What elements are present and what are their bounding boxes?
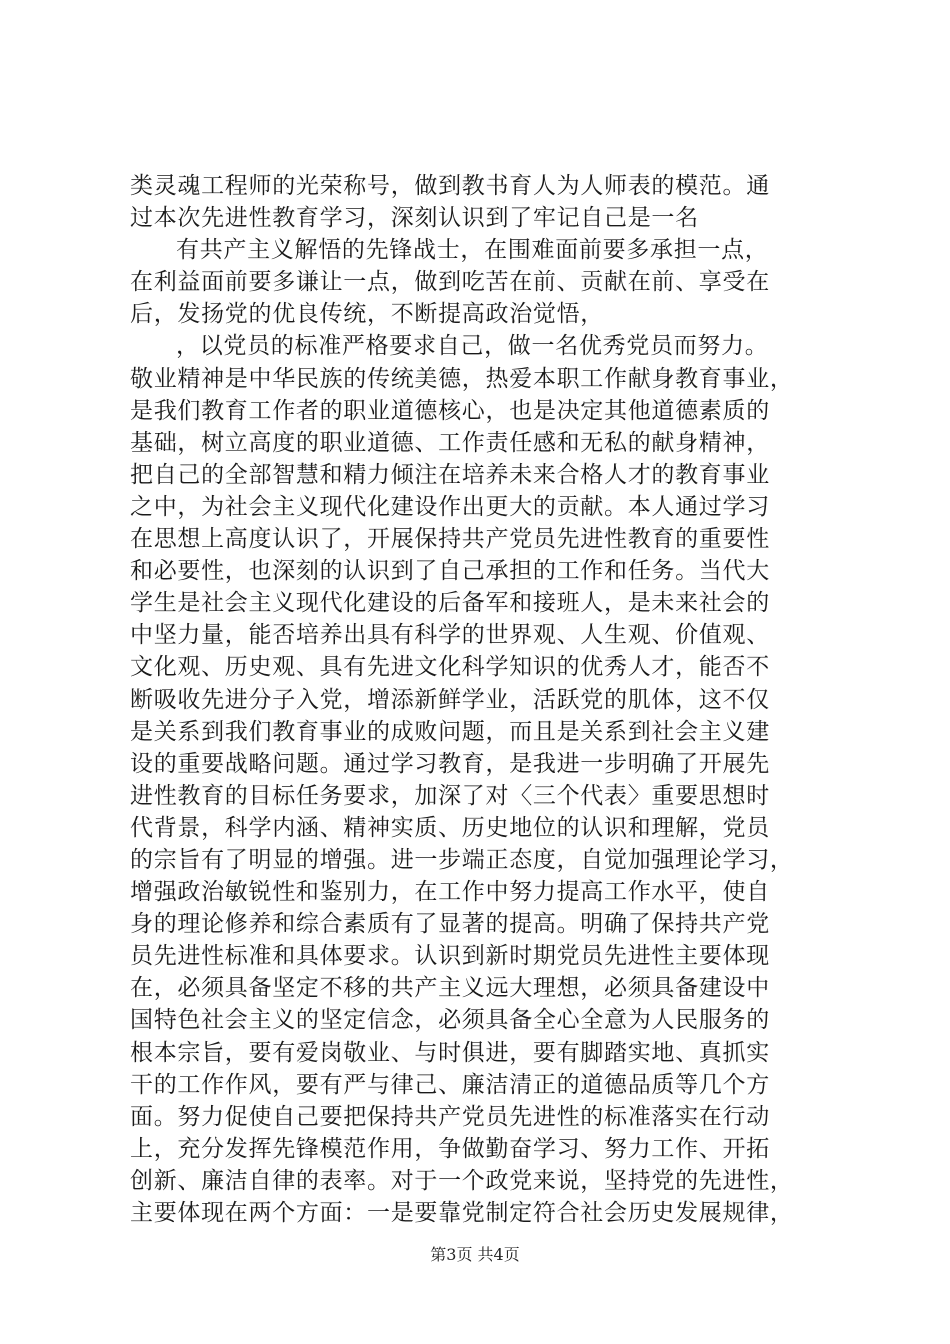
text-line: 把自己的全部智慧和精力倾注在培养未来合格人才的教育事业: [130, 461, 770, 488]
text-line: 代背景，科学内涵、精神实质、历史地位的认识和理解，党员: [130, 814, 770, 841]
text-line: 有共产主义解悟的先锋战士，在围难面前要多承担一点，: [176, 237, 769, 264]
text-line: 员先进性标准和具体要求。认识到新时期党员先进性主要体现: [130, 943, 770, 970]
text-line: 干的工作作风，要有严与律己、廉洁清正的道德品质等几个方: [130, 1071, 770, 1098]
text-line: 在，必须具备坚定不移的共产主义远大理想，必须具备建设中: [130, 975, 770, 1002]
text-line: 中坚力量，能否培养出具有科学的世界观、人生观、价值观、: [130, 622, 770, 649]
text-line: 根本宗旨，要有爱岗敬业、与时俱进，要有脚踏实地、真抓实: [130, 1039, 770, 1066]
text-line: 在思想上高度认识了，开展保持共产党员先进性教育的重要性: [130, 526, 770, 553]
text-line: 国特色社会主义的坚定信念，必须具备全心全意为人民服务的: [130, 1007, 770, 1034]
text-line: 敬业精神是中华民族的传统美德，热爱本职工作献身教育事业，: [130, 365, 794, 392]
text-line: 断吸收先进分子入党，增添新鲜学业，活跃党的肌体，这不仅: [130, 686, 770, 713]
text-line: 身的理论修养和综合素质有了显著的提高。明确了保持共产党: [130, 911, 770, 938]
text-line: 和必要性，也深刻的认识到了自己承担的工作和任务。当代大: [130, 558, 770, 585]
text-line: 之中，为社会主义现代化建设作出更大的贡献。本人通过学习: [130, 493, 770, 520]
text-line: 创新、廉洁自律的表率。对于一个政党来说，坚持党的先进性，: [130, 1167, 794, 1194]
text-line: 主要体现在两个方面：一是要靠党制定符合社会历史发展规律，: [130, 1200, 794, 1226]
text-line: 面。努力促使自己要把保持共产党员先进性的标准落实在行动: [130, 1103, 770, 1130]
text-line: 类灵魂工程师的光荣称号，做到教书育人为人师表的模范。通: [130, 173, 770, 199]
text-line: 是我们教育工作者的职业道德核心，也是决定其他道德素质的: [130, 397, 770, 424]
text-line: 基础，树立高度的职业道德、工作责任感和无私的献身精神，: [130, 429, 770, 456]
body-text: [130, 170, 830, 1229]
text-line: 后，发扬党的优良传统，不断提高政治觉悟，: [130, 301, 604, 328]
page-footer: 第3页 共4页: [430, 1245, 520, 1264]
text-line: 学生是社会主义现代化建设的后备军和接班人，是未来社会的: [130, 590, 770, 617]
text-line: 文化观、历史观、具有先进文化科学知识的优秀人才，能否不: [130, 654, 770, 681]
text-line: 的宗旨有了明显的增强。进一步端正态度，自觉加强理论学习，: [130, 846, 794, 873]
text-line: 设的重要战略问题。通过学习教育，是我进一步明确了开展先: [130, 750, 770, 777]
text-line: 过本次先进性教育学习，深刻认识到了牢记自己是一名: [130, 205, 699, 232]
text-line: ，以党员的标准严格要求自己，做一名优秀党员而努力。: [176, 333, 769, 360]
text-line: 在利益面前要多谦让一点，做到吃苦在前、贡献在前、享受在: [130, 269, 770, 296]
text-line: 增强政治敏锐性和鉴别力，在工作中努力提高工作水平，使自: [130, 879, 770, 906]
text-line: 上，充分发挥先锋模范作用，争做勤奋学习、努力工作、开拓: [130, 1135, 770, 1162]
text-line: 是关系到我们教育事业的成败问题，而且是关系到社会主义建: [130, 718, 770, 745]
text-line: 进性教育的目标任务要求，加深了对〈三个代表〉重要思想时: [130, 782, 770, 809]
